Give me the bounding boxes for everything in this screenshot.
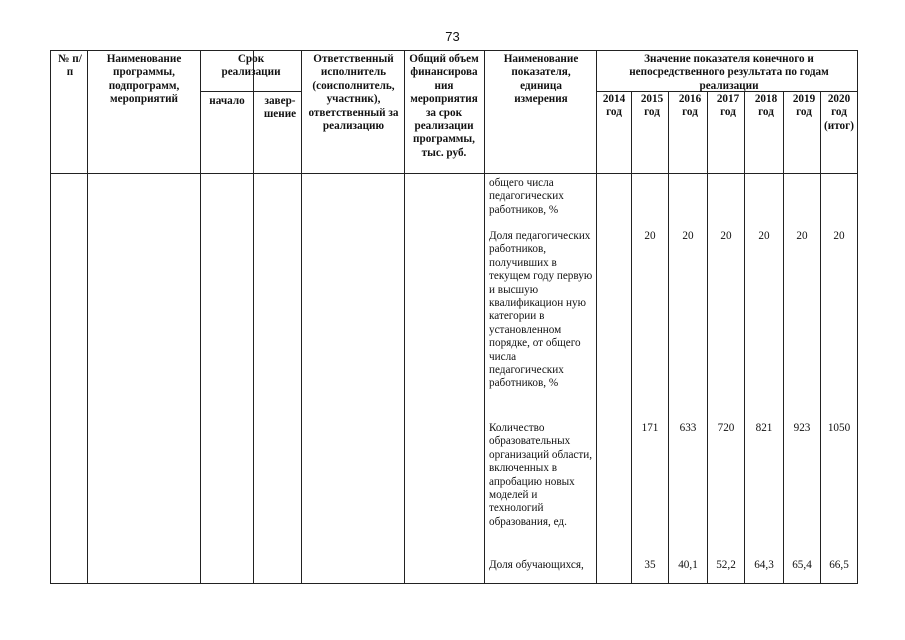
header-year: 2015 год xyxy=(640,93,664,119)
header-funding: Общий объем финансирова ния мероприятия за срок реализации программы, тыс. руб. xyxy=(409,53,479,159)
value-cell: 35 xyxy=(644,559,656,571)
header-year: 2014 год xyxy=(602,93,626,119)
indicator-name-cell: Доля обучающихся, xyxy=(489,559,584,571)
col-divider xyxy=(744,91,745,584)
col-divider xyxy=(200,50,201,584)
value-cell: 20 xyxy=(796,230,808,242)
col-divider xyxy=(253,50,254,584)
value-cell: 633 xyxy=(679,422,697,434)
value-cell: 821 xyxy=(755,422,773,434)
table-border-top xyxy=(50,50,858,51)
value-cell: 20 xyxy=(833,230,845,242)
indicator-name-cell: Количество образовательных организаций области, включенных в апробацию новых моделей и технологий образования, ед. xyxy=(489,422,593,528)
value-cell: 20 xyxy=(644,230,656,242)
value-cell: 20 xyxy=(758,230,770,242)
value-cell: 65,4 xyxy=(792,559,812,571)
col-divider xyxy=(596,50,597,584)
value-cell: 171 xyxy=(641,422,659,434)
value-cell: 20 xyxy=(682,230,694,242)
header-term: Срок реализации xyxy=(221,53,281,79)
header-year: 2020 год (итог) xyxy=(824,93,854,132)
value-cell: 64,3 xyxy=(754,559,774,571)
col-divider xyxy=(820,91,821,584)
header-bottom-divider xyxy=(50,173,858,174)
value-cell: 923 xyxy=(793,422,811,434)
value-cell: 66,5 xyxy=(829,559,849,571)
value-cell: 1050 xyxy=(827,422,851,434)
table-border-left xyxy=(50,50,51,584)
table-border-right xyxy=(857,50,858,584)
value-cell: 20 xyxy=(720,230,732,242)
col-divider xyxy=(87,50,88,584)
header-year: 2017 год xyxy=(716,93,740,119)
header-term-start: начало xyxy=(209,95,245,107)
col-divider xyxy=(783,91,784,584)
header-program-name: Наименование программы, подпрограмм, мероприятий xyxy=(106,53,182,106)
page-number: 73 xyxy=(445,29,460,44)
value-cell: 52,2 xyxy=(716,559,736,571)
indicator-name-cell: общего числа педагогических работников, % xyxy=(489,177,564,216)
header-num: № п/п xyxy=(58,53,82,79)
header-term-end: завер-шение xyxy=(263,95,297,121)
col-divider xyxy=(631,91,632,584)
indicator-name-cell: Доля педагогических работников, получивших в текущем году первую и высшую квалификацион ную категории в установленном порядке, от общего числа педагогических работников, % xyxy=(489,230,593,390)
header-indicator-name: Наименование показателя, единица измерения xyxy=(503,53,579,106)
header-year: 2016 год xyxy=(678,93,702,119)
col-divider xyxy=(301,50,302,584)
value-cell: 720 xyxy=(717,422,735,434)
indicator-table xyxy=(50,50,858,584)
row-divider xyxy=(200,91,302,92)
col-divider xyxy=(668,91,669,584)
header-year: 2019 год xyxy=(792,93,816,119)
col-divider xyxy=(707,91,708,584)
col-divider xyxy=(484,50,485,584)
header-year: 2018 год xyxy=(754,93,778,119)
header-executor: Ответственный исполнитель (соисполнитель, участник), ответственный за реализацию xyxy=(308,53,399,133)
value-cell: 40,1 xyxy=(678,559,698,571)
table-border-bottom xyxy=(50,583,858,584)
header-values-group: Значение показателя конечного и непосредственного результата по годам реализации xyxy=(629,53,829,92)
